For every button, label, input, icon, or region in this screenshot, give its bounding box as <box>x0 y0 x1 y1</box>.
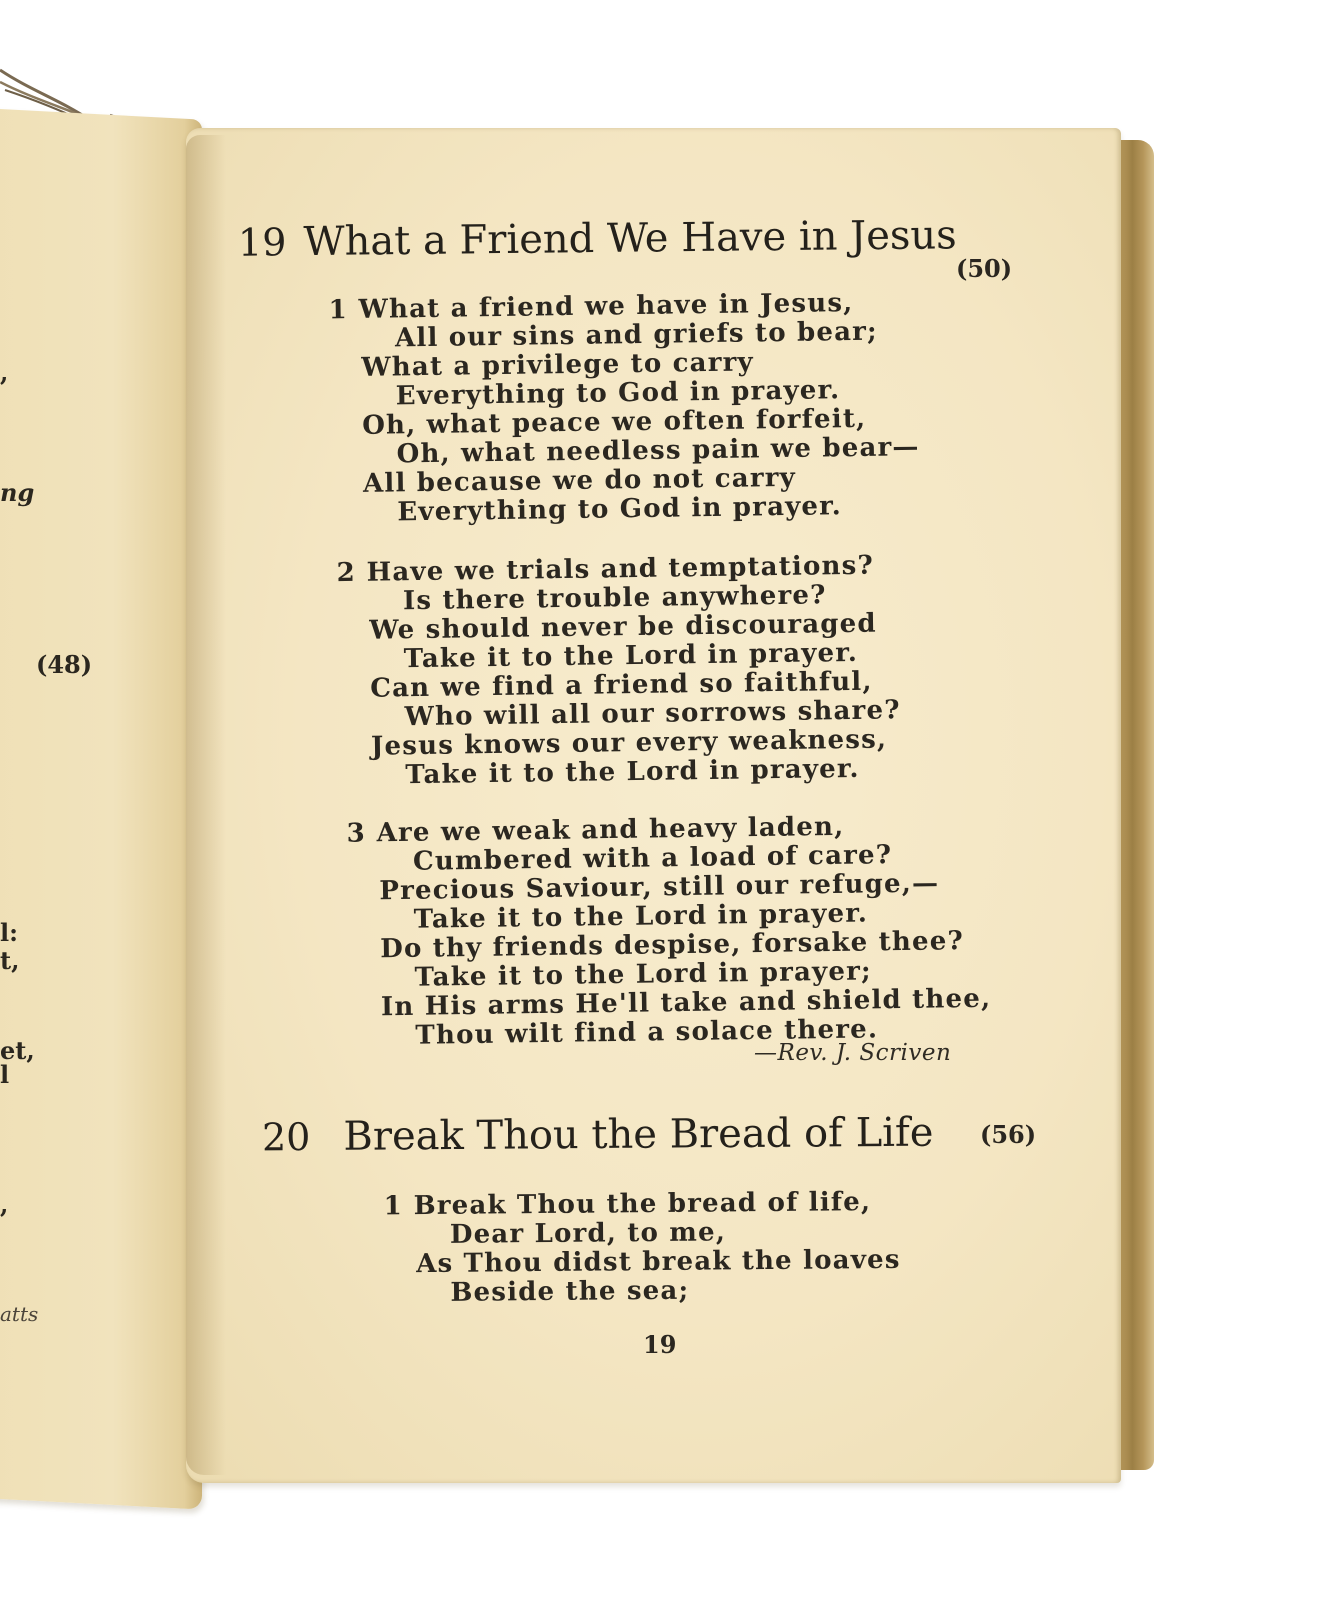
verse-number: 2 <box>336 557 357 589</box>
hymn-heading <box>238 212 957 266</box>
hymn-attribution: —Rev. J. Scriven <box>754 1040 952 1066</box>
verse-line: Everything to God in prayer. <box>395 375 841 412</box>
verse-line: All our sins and griefs to bear; <box>394 316 879 354</box>
verse-line: Take it to the Lord in prayer. <box>403 637 859 675</box>
verse-line: Is there trouble anywhere? <box>402 580 827 617</box>
verse-line: Take it to the Lord in prayer. <box>405 753 860 791</box>
verse <box>336 550 901 791</box>
verse-line: Can we find a friend so faithful, <box>370 666 873 704</box>
verse-line: Oh, what peace we often forfeit, <box>362 403 867 441</box>
hymn-title: Break Thou the Bread of Life <box>343 1109 934 1160</box>
verse-line: All because we do not carry <box>362 462 797 499</box>
verse-line: What a friend we have in Jesus, <box>358 288 854 325</box>
tune-reference: (50) <box>956 254 1013 283</box>
verse-line: Oh, what needless pain we bear— <box>396 432 920 470</box>
verse-line: Take it to the Lord in prayer; <box>414 956 873 993</box>
verse-line: Thou wilt find a solace there. <box>415 1014 879 1051</box>
verse-line: Everything to God in prayer. <box>397 491 843 528</box>
left-page-text-fragment: ng <box>0 478 35 507</box>
tune-reference: (56) <box>980 1120 1037 1149</box>
page-number: 19 <box>643 1330 677 1359</box>
gutter-shadow <box>186 135 226 1475</box>
verse-line: As Thou didst break the loaves <box>416 1244 901 1280</box>
verse-line: Who will all our sorrows share? <box>404 695 901 733</box>
verse-number: 1 <box>328 295 349 326</box>
hymn-heading <box>262 1110 934 1161</box>
left-page-text-fragment: l <box>0 1060 10 1089</box>
verse <box>346 811 992 1051</box>
verse-number: 3 <box>346 818 367 849</box>
hymn-number: 19 <box>237 220 287 265</box>
verse-line: Are we weak and heavy laden, <box>376 811 845 849</box>
left-page-text-fragment: , <box>0 1190 9 1219</box>
verse-line: Beside the sea; <box>450 1275 690 1308</box>
verse-line: In His arms He'll take and shield thee, <box>380 983 992 1023</box>
verse-line: What a privilege to carry <box>361 347 755 383</box>
verse-line: Dear Lord, to me, <box>449 1217 727 1250</box>
verse-number: 1 <box>383 1191 404 1222</box>
verse <box>383 1187 902 1308</box>
page-block-edge <box>1118 140 1154 1470</box>
verse-line: Precious Saviour, still our refuge,— <box>379 868 940 907</box>
left-page-tune-ref: (48) <box>36 650 93 679</box>
verse-line: Do thy friends despise, forsake thee? <box>380 926 965 965</box>
verse-line: Have we trials and temptations? <box>366 550 875 588</box>
verse-line: Cumbered with a load of care? <box>412 840 893 877</box>
left-page <box>0 108 202 1510</box>
left-page-attribution-fragment: atts <box>0 1302 39 1326</box>
verse-line: Jesus knows our every weakness, <box>370 724 888 762</box>
left-page-text-fragment: et, <box>0 1036 35 1065</box>
verse-line: Break Thou the bread of life, <box>413 1187 872 1222</box>
verse-line: We should never be discouraged <box>369 608 877 646</box>
left-page-text-fragment: , <box>0 358 9 387</box>
left-page-text-fragment: l: <box>0 918 18 947</box>
left-page-text-fragment: t, <box>0 946 20 975</box>
hymn-number: 20 <box>261 1115 311 1160</box>
verse <box>328 288 920 528</box>
verse-line: Take it to the Lord in prayer. <box>413 898 869 935</box>
hymn-title: What a Friend We Have in Jesus <box>303 212 957 266</box>
